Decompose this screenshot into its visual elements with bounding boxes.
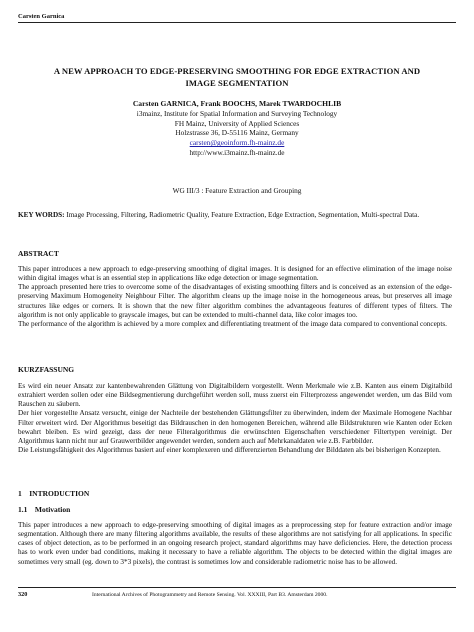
kurzfassung-paragraph-2: Der hier vorgestellte Ansatz versucht, einige der Nachteile der bestehenden Glättungsfilter zu überwinden, indem der Maximale Homogene Nachbar Filter erweitert wird. Der Algorithmus beseitigt das Bildrauschen in den homogenen Bereichen, während alle Bildstrukturen wie Kanten oder Ecken bewahrt bleiben. Es wird gezeigt, dass der neue Filteralgorithmus die erwünschten Eigenschaften verschiedener Filtertypen vereinigt. Der Algorithmus kann nicht nur auf Grauwertbilder angewendet werden, sondern auch auf Mehrkanaldaten wie z.B. Farbbilder. bbox=[18, 409, 452, 445]
page-footer bbox=[18, 591, 456, 598]
keywords-text: Image Processing, Filtering, Radiometric Quality, Feature Extraction, Edge Extraction, Segmentation, Multi-spectral Data. bbox=[64, 211, 420, 219]
journal-citation: International Archives of Photogrammetry and Remote Sensing. Vol. XXXIII, Part B3. Amsterdam 2000. bbox=[92, 592, 328, 598]
university: FH Mainz, University of Applied Sciences bbox=[174, 118, 300, 128]
motivation-heading: 1.1 Motivation bbox=[18, 505, 71, 514]
postal-address: Holzstrasse 36, D-55116 Mainz, Germany bbox=[175, 128, 299, 138]
kurzfassung-paragraph-3: Die Leistungsfähigkeit des Algorithmus basiert auf einer komplexeren und differenzierten Behandlung der Bilddaten als bei bisherigen Konzepten. bbox=[18, 446, 441, 455]
kurzfassung-body bbox=[18, 382, 452, 455]
title-line-2: IMAGE SEGMENTATION bbox=[185, 77, 289, 88]
affiliation: i3mainz, Institute for Spatial Information and Surveying Technology bbox=[136, 108, 338, 118]
author-block bbox=[40, 99, 434, 158]
motivation-body bbox=[18, 521, 452, 567]
paper-title bbox=[22, 66, 452, 89]
page-number: 320 bbox=[18, 591, 28, 598]
abstract-paragraph-1: This paper introduces a new approach to edge-preserving smoothing of digital images. It is designed for an effective elimination of the image noise within digital images what is an essential step in applications like edge detection or image segmentation. bbox=[18, 265, 452, 283]
keywords-label: KEY WORDS: bbox=[18, 211, 65, 219]
running-head: Carsten Garnica bbox=[18, 13, 65, 20]
kurzfassung-paragraph-1: Es wird ein neuer Ansatz zur kantenbewahrenden Glättung von Digitalbildern vorgestellt. Wenn Merkmale wie z.B. Kanten aus einem Digitalbild extrahiert werden sollen oder eine Bildsegmentierung durchgeführt werden soll, muss zuerst ein Filterprozess angewendet werden, um das Bild vom Rauschen zu säubern. bbox=[18, 382, 452, 409]
email-link[interactable]: carsten@geoinform.fh-mainz.de bbox=[189, 138, 285, 148]
author-names: Carsten GARNICA, Frank BOOCHS, Marek TWARDOCHLIB bbox=[132, 99, 342, 108]
working-group: WG III/3 : Feature Extraction and Grouping bbox=[172, 186, 302, 195]
footer-rule bbox=[18, 587, 456, 588]
abstract-paragraph-3: The performance of the algorithm is achieved by a more complex and differentiating treatment of the image data compared to conventional concepts. bbox=[18, 319, 447, 328]
website-link[interactable]: http://www.i3mainz.fh-mainz.de bbox=[189, 147, 285, 157]
motivation-paragraph-1: This paper introduces a new approach to edge-preserving smoothing of digital images as a preprocessing step for feature extraction and/or image segmentation. Although there are many filtering algorithms available, the results of these algorithms are not satisfying for all applications. In specific cases of object detection, as to be performed in an ongoing research project, standard algorithms may have deficiencies. Here, the detection process has to work even under bad conditions, making it necessary to have a reliable algorithm. The objects to be detected within the digital images are sometimes very small (eg. down to 3*3 pixels), the contrast is sometimes low and considerable radiometric noise has to be allowed. bbox=[18, 521, 452, 566]
abstract-heading: ABSTRACT bbox=[18, 249, 59, 258]
kurzfassung-heading: KURZFASSUNG bbox=[18, 365, 75, 374]
title-line-1: A NEW APPROACH TO EDGE-PRESERVING SMOOTHING FOR EDGE EXTRACTION AND bbox=[53, 66, 421, 76]
abstract-body bbox=[18, 265, 452, 329]
keywords bbox=[18, 211, 450, 221]
introduction-heading: 1 INTRODUCTION bbox=[18, 489, 90, 498]
abstract-paragraph-2: The approach presented here tries to overcome some of the disadvantages of existing smoothing filters and is conceived as an extension of the edge-preserving Maximum Homogeneity Neighbour Filter. The algorithm cleans up the image noise in the homogeneous areas, but preserves all image structures like edges or corners. It is shown that the new filter algorithm combines the advantageous features of different types of filters. The algorithm is not only applicable to grayscale images, but can be extended to multi-channel data, like color images too. bbox=[18, 283, 452, 319]
header-rule bbox=[18, 22, 456, 23]
